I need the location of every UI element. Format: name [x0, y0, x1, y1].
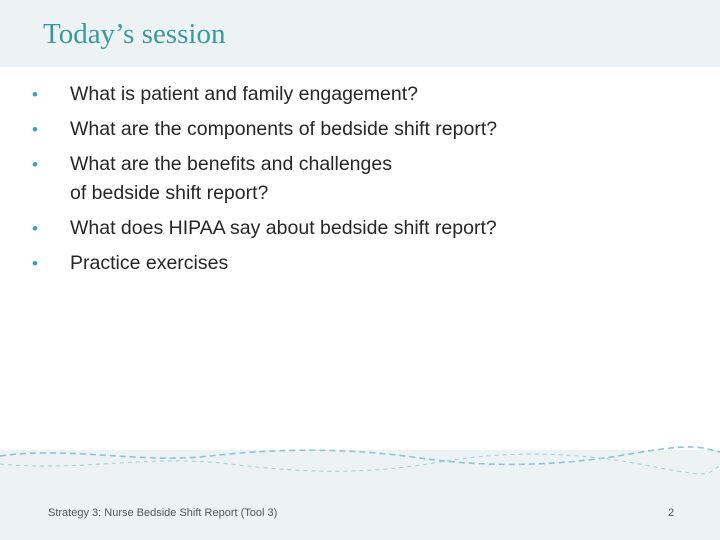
bullet-list	[26, 80, 696, 284]
bullet-text: What does HIPAA say about bedside shift report?	[70, 217, 497, 239]
bullet-marker: •	[32, 254, 38, 273]
bullet-marker: •	[32, 85, 38, 104]
bullet-text: What are the components of bedside shift report?	[70, 118, 498, 140]
bullet-item	[26, 150, 696, 208]
footer-text: Strategy 3: Nurse Bedside Shift Report (Tool 3)	[48, 507, 278, 519]
bullet-text: What is patient and family engagement?	[70, 83, 418, 105]
slide-title: Today’s session	[43, 18, 226, 50]
bullet-text: Practice exercises	[70, 252, 229, 274]
bullet-marker: •	[32, 219, 38, 238]
bullet-text: What are the benefits and challenges	[70, 153, 392, 175]
bullet-item	[26, 214, 696, 243]
bullet-text-continuation: of bedside shift report?	[70, 182, 269, 204]
wave-line	[0, 447, 720, 464]
page-number: 2	[668, 507, 675, 519]
bullet-item	[26, 249, 696, 278]
bullet-marker: •	[32, 120, 38, 139]
bullet-item	[26, 115, 696, 144]
decorative-wave-lines	[0, 442, 720, 482]
bullet-marker: •	[32, 155, 38, 174]
bullet-item	[26, 80, 696, 109]
